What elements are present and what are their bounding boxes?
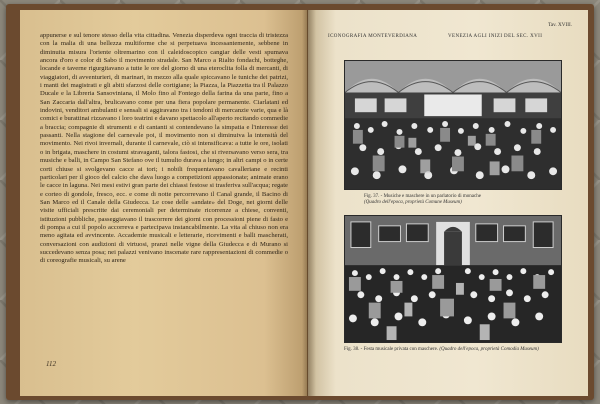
musical-feast-painting-image — [345, 216, 561, 342]
book-gutter — [302, 10, 316, 396]
left-page-number: 112 — [46, 360, 56, 368]
plate-number: Tav. XVIII. — [548, 22, 572, 28]
figure-38-photograph — [344, 215, 562, 343]
figure-38-caption-main: Fig. 38. - Festa musicale privata con maschere. — [344, 347, 439, 352]
left-page-body-text: appunerse e sul tenore stesso della vita cittadina. Venezia disperdeva ogni traccia di tristezza con la malia di una bellezza multiforme che si perpetuava incessantemente, sebbene in diminuita misura l'oriente oltremarino con il caleidoscopico cangiar delle vesti spumava ancora d'oro e color di Sabo il movimento stradale. San Marco a Rialto fondachi, botteghe, locande e taverne rigurgitavano a tutte le ore del giorno di una eteroclita folla di mercanti, di viaggiatori, di avventurieri, di marinari, in mezzo alla quale spiccavano le tuniche dei patrizi, i manti dei magistrati e gli abiti sfarzosi delle cortigiane; la Piazza, la Piazzetta tra il Palazzo Ducale e la Libreria Sansoviniana, il Molo fino al Fontego della farina da una parte, fino a San Zaccaria dall'altra, brulicavano come per una fiera popolare permanente. Ciarlatani ed indovini, venditori ambulanti e sensali si aggiravano tra i tendoni di mercanzie varie, qua e là comici e burattinai rizzavano i loro teatrini e davano spettacolo all'aperto recitando commedie a braccia; compagnie di strumenti e di cantanti si contendevano la simpatia e l'interesse dei passanti. Nella stagione del carnevale poi, il movimento non si diminuiva la intensità del movimento. Nei rivoi invernali, durante il carnevale, ciò si intensificava: a tutte le ore, isolati o in brigata, maschere in costumi stravaganti, talora fastosi, che si riversavano verso sera, tra musiche e balli, in Campo San Stefano ove il tumulto durava a lungo; in altri campi o in certe corti chiuse si svolgevano cacce ai tori; i nobili frequentavano cavalleriane e recinti particolari per il gioco del calcio che dava luogo a competizioni appassionate; animate erano le cacce in laguna. Nei mesi estivi gran parte dei chiassi festose si trasferiva sull'acqua; regate e corteo di gondole, fresco, ecc. e come di notte percorrevano il Canal grande, il Bacino di San Marco ed il Canale della Giudecca. Le cose delle «andate» del Doge, nei giorni delle visite ufficiali prescritte dai ceremoniali per determinate ricorrenze a chiese, conventi, istituzioni pubbliche, passeggiavano il trascorrere dei giorni con processioni piene di fasto e di pompa a cui il popolo accorreva e partecipava instancabilmente. La vita al chiuso non era meno agitata ed avvincente. Accademie musicali e letterarie, ricevimenti e balli mascherati, conversazioni con audizioni di virtuosi, pranzi nelle vigne della Giudecca e di Murano si succedevano senza posa; nei palazzi venivano inscenate rare rappresentazioni di commedie o di coreografie musicali, su arene — [40, 32, 288, 265]
figure-37-caption-source: (Quadro dell'epoca, proprietà Comune Museum) — [364, 200, 462, 206]
open-book — [6, 4, 594, 400]
left-page — [20, 10, 308, 396]
figure-37-photograph — [344, 60, 562, 190]
right-page — [308, 10, 588, 396]
parlour-painting-image — [345, 61, 561, 189]
figure-37-caption — [344, 194, 562, 207]
figure-38-caption-source: (Quadro dell'epoca, proprietà Comodia Museum) — [439, 347, 539, 352]
running-head-left: ICONOGRAFIA MONTEVERDIANA — [328, 34, 418, 39]
running-head-right: VENEZIA AGLI INIZI DEL SEC. XVII — [448, 34, 543, 39]
figure-37-caption-main: Fig. 37. - Musiche e maschere in un parlatorio di monache — [364, 194, 481, 199]
figure-38-caption — [344, 347, 562, 353]
